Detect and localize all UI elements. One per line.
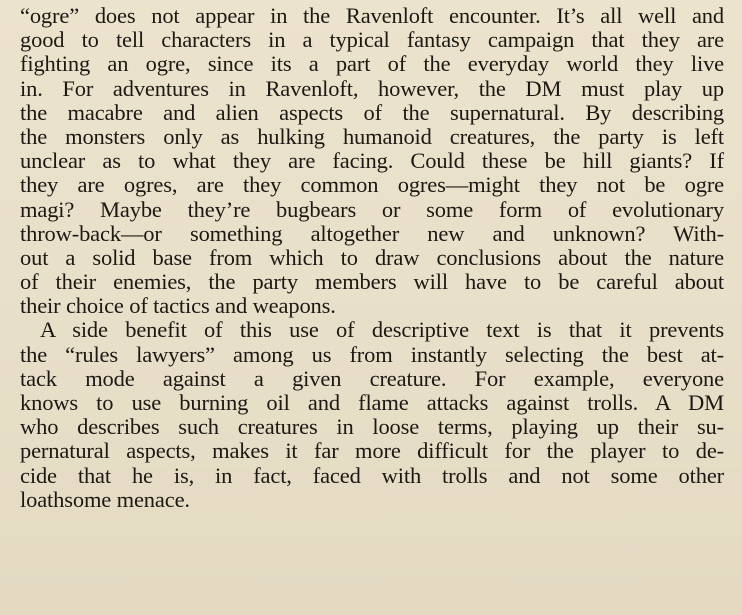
text-line: magi? Maybe they’re bugbears or some form of evolutionary (20, 197, 724, 222)
text-line: the macabre and alien aspects of the supernatural. By describing (20, 100, 724, 125)
text-line: loathsome menace. (20, 487, 190, 512)
text-line: their choice of tactics and weapons. (20, 294, 336, 319)
paragraph-1 (20, 4, 724, 318)
text-line: of their enemies, the party members will have to be careful about (20, 270, 724, 295)
text-line: the monsters only as hulking humanoid creatures, the party is left (20, 124, 724, 149)
text-line: A side benefit of this use of descriptive text is that it prevents (40, 318, 724, 343)
text-line: out a solid base from which to draw conclusions about the nature (20, 245, 724, 270)
text-line: cide that he is, in fact, faced with trolls and not some other (20, 463, 724, 488)
text-line: knows to use burning oil and flame attacks against trolls. A DM (20, 391, 724, 415)
paragraph-2 (20, 318, 724, 512)
text-line: in. For adventures in Ravenloft, however, the DM must play up (20, 76, 724, 101)
text-line: “ogre” does not appear in the Ravenloft encounter. It’s all well and (20, 4, 724, 28)
text-line: good to tell characters in a typical fantasy campaign that they are (20, 28, 724, 53)
text-line: they are ogres, are they common ogres—might they not be ogre (20, 173, 724, 198)
text-line: throw-back—or something altogether new and unknown? With- (20, 221, 724, 246)
text-line: who describes such creatures in loose terms, playing up their su- (20, 415, 724, 440)
article-body (20, 4, 724, 512)
text-line: the “rules lawyers” among us from instantly selecting the best at- (20, 342, 724, 367)
text-line: fighting an ogre, since its a part of the everyday world they live (20, 52, 724, 77)
text-line: tack mode against a given creature. For example, everyone (20, 366, 724, 391)
text-line: unclear as to what they are facing. Could these be hill giants? If (20, 149, 724, 174)
text-line: pernatural aspects, makes it far more difficult for the player to de- (20, 439, 724, 464)
